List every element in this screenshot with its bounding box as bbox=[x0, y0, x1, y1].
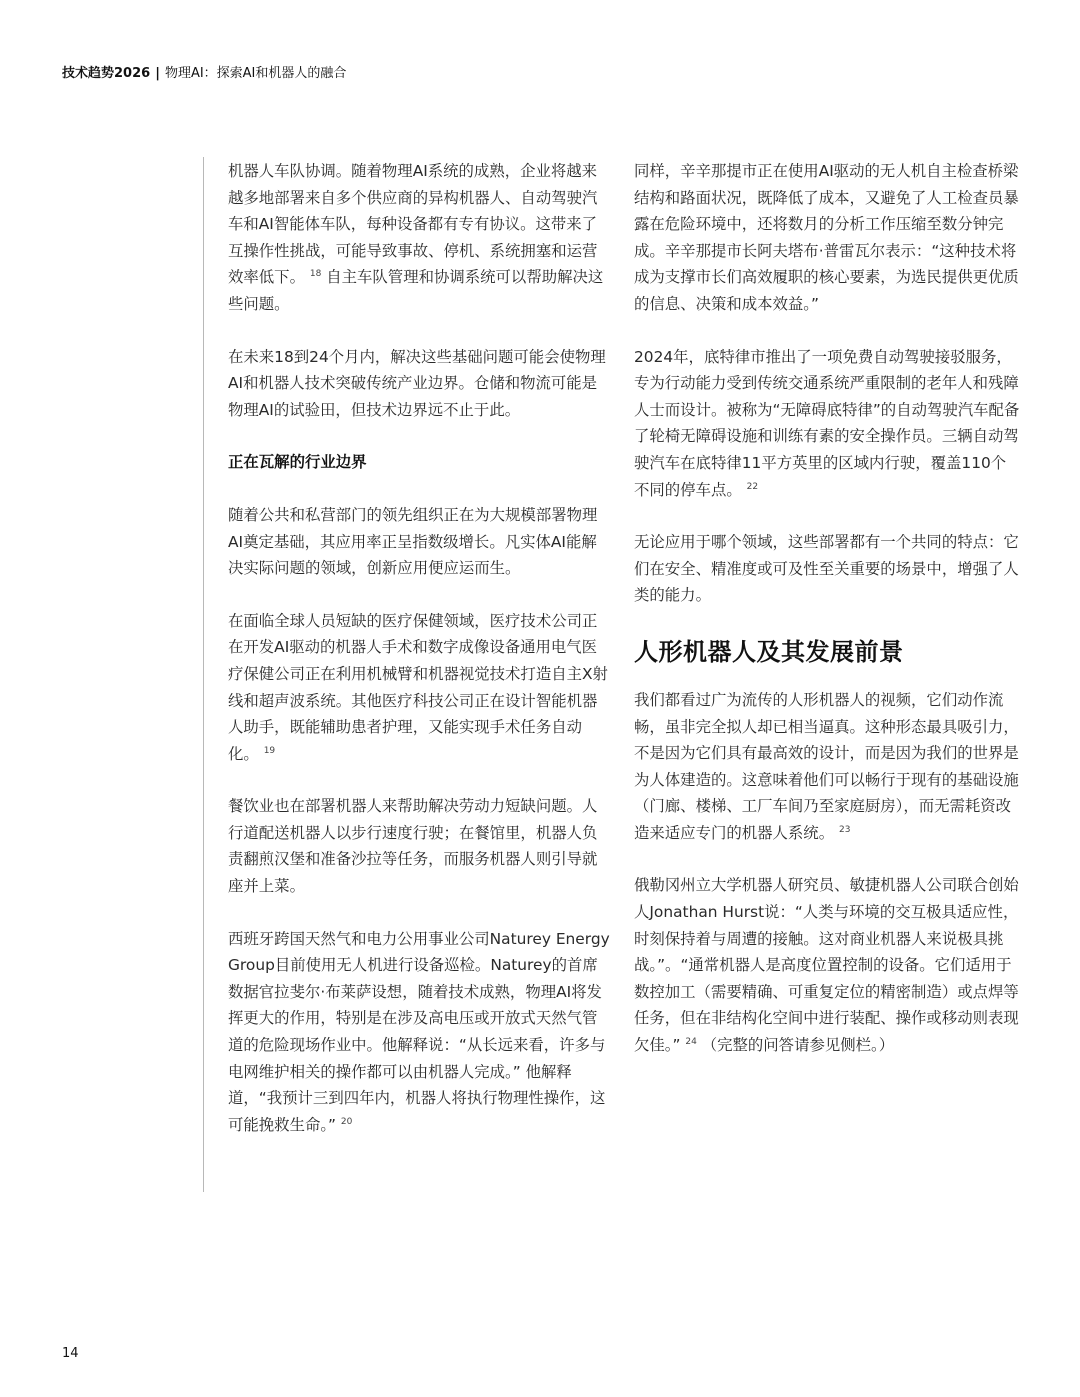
right-column bbox=[634, 158, 1020, 1085]
header-title: 技术趋势2026 bbox=[62, 66, 151, 81]
column-rule bbox=[203, 157, 204, 1192]
header-separator: | bbox=[155, 66, 160, 81]
header-subtitle: 物理AI：探索AI和机器人的融合 bbox=[164, 66, 347, 81]
running-header bbox=[62, 62, 346, 81]
page-number: 14 bbox=[62, 1346, 79, 1361]
paragraph bbox=[634, 687, 1020, 847]
paragraph bbox=[228, 158, 610, 318]
footnote-ref: 23 bbox=[839, 824, 851, 835]
paragraph-text: 自主车队管理和协调系统可以帮助解决这些问题。 bbox=[228, 268, 604, 313]
footnote-ref: 24 bbox=[685, 1036, 697, 1047]
left-column bbox=[228, 158, 610, 1164]
paragraph-text: 俄勒冈州立大学机器人研究员、敏捷机器人公司联合创始人Jonathan Hurst说：“人类与环境的交互极具适应性，时刻保持着与周遭的接触。这对商业机器人来说极具挑战。”。“通常机器人是高度位置控制的设备。它们适用于数控加工（需要精确、可重复定位的精密制造）或点焊等任务，但在非结构化空间中进行装配、操作或移动则表现欠佳。” bbox=[634, 876, 1019, 1055]
paragraph-text: 西班牙跨国天然气和电力公用事业公司Naturey Energy Group目前使用无人机进行设备巡检。Naturey的首席数据官拉斐尔·布莱萨设想，随着技术成熟，物理AI将发挥更大的作用，特别是在涉及高电压或开放式天然气管道的危险现场作业中。他解释说：“从长远来看，许多与电网维护相关的操作都可以由机器人完成。” 他解释道，“我预计三到四年内，机器人将执行物理性操作，这可能挽救生命。” bbox=[228, 929, 610, 1134]
section-heading: 正在瓦解的行业边界 bbox=[228, 453, 367, 472]
paragraph: 餐饮业也在部署机器人来帮助解决劳动力短缺问题。人行道配送机器人以步行速度行驶；在餐馆里，机器人负责翻煎汉堡和准备沙拉等任务，而服务机器人则引导就座并上菜。 bbox=[228, 797, 598, 896]
footnote-ref: 22 bbox=[746, 481, 759, 492]
paragraph-text: 我们都看过广为流传的人形机器人的视频，它们动作流畅，虽非完全拟人却已相当逼真。这种形态最具吸引力，不是因为它们具有最高效的设计，而是因为我们的世界是为人体建造的。这意味着他们可以畅行于现有的基础设施（门廊、楼梯、工厂车间乃至家庭厨房），而无需耗资改造来适应专门的机器人系统。 bbox=[634, 690, 1019, 842]
paragraph: 在未来18到24个月内，解决这些基础问题可能会使物理AI和机器人技术突破传统产业边界。仓储和物流可能是物理AI的试验田，但技术边界远不止于此。 bbox=[228, 347, 606, 419]
footnote-ref: 20 bbox=[340, 1116, 353, 1127]
paragraph: 无论应用于哪个领域，这些部署都有一个共同的特点：它们在安全、精准度或可及性至关重要的场景中，增强了人类的能力。 bbox=[634, 533, 1019, 605]
footnote-ref: 18 bbox=[309, 269, 322, 280]
paragraph: 同样，辛辛那提市正在使用AI驱动的无人机自主检查桥梁结构和路面状况，既降低了成本，又避免了人工检查员暴露在危险环境中，还将数月的分析工作压缩至数分钟完成。辛辛那提市长阿夫塔布·普雷瓦尔表示：“这种技术将成为支撑市长们高效履职的核心要素，为选民提供更优质的信息、决策和成本效益。” bbox=[634, 162, 1019, 313]
paragraph: 随着公共和私营部门的领先组织正在为大规模部署物理AI奠定基础，其应用率正呈指数级增长。凡实体AI能解决实际问题的领域，创新应用便应运而生。 bbox=[228, 505, 598, 578]
footnote-ref: 19 bbox=[263, 745, 276, 756]
paragraph-text: 机器人车队协调。随着物理AI系统的成熟，企业将越来越多地部署来自多个供应商的异构机器人、自动驾驶汽车和AI智能体车队，每种设备都有专有协议。这带来了互操作性挑战，可能导致事故、停机、系统拥塞和运营效率低下。 bbox=[228, 162, 598, 287]
paragraph-text: 2024年，底特律市推出了一项免费自动驾驶接驳服务，专为行动能力受到传统交通系统严重限制的老年人和残障人士而设计。被称为“无障碍底特律”的自动驾驶汽车配备了轮椅无障碍设施和训练有素的安全操作员。三辆自动驾驶汽车在底特律11平方英里的区域内行驶，覆盖110个不同的停车点。 bbox=[634, 347, 1020, 499]
paragraph bbox=[634, 872, 1020, 1058]
section-heading-large: 人形机器人及其发展前景 bbox=[634, 637, 904, 666]
paragraph-text: 在面临全球人员短缺的医疗保健领域，医疗技术公司正在开发AI驱动的机器人手术和数字成像设备通用电气医疗保健公司正在利用机械臂和机器视觉技术打造自主X射线和超声波系统。其他医疗科技公司正在设计智能机器人助手，既能辅助患者护理，又能实现手术任务自动化。 bbox=[228, 611, 608, 763]
paragraph-text: （完整的问答请参见侧栏。） bbox=[701, 1036, 895, 1055]
paragraph bbox=[634, 344, 1020, 504]
paragraph bbox=[228, 926, 610, 1139]
paragraph bbox=[228, 608, 610, 768]
